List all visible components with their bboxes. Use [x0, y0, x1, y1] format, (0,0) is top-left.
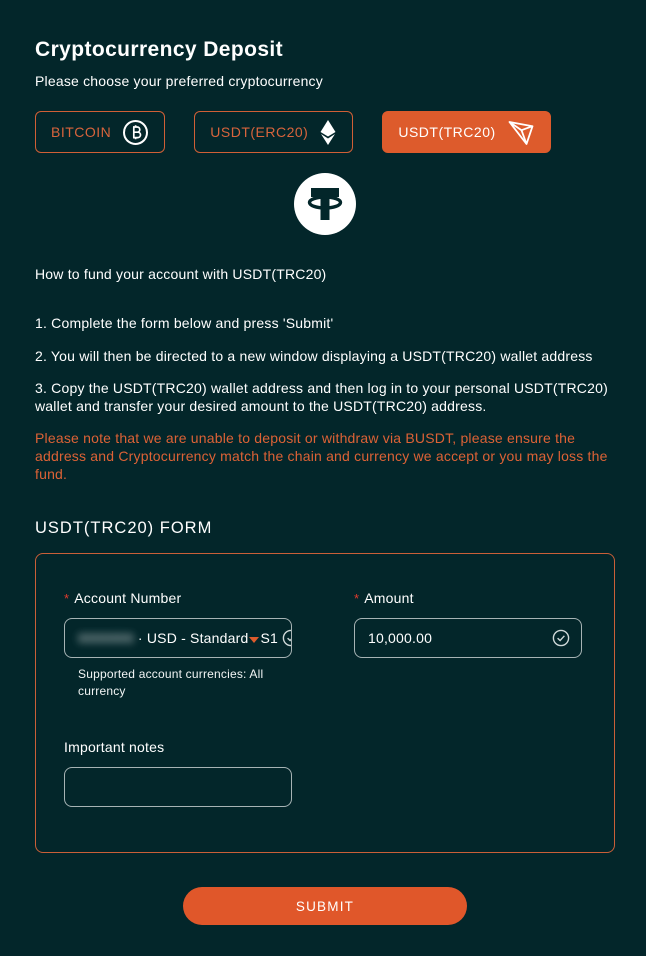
usdt-erc20-option-button[interactable]: [194, 111, 353, 153]
usdt-trc20-option-button[interactable]: [382, 111, 550, 153]
howto-heading: How to fund your account with USDT(TRC20): [35, 266, 327, 282]
amount-label: * Amount: [354, 590, 414, 606]
amount-input[interactable]: [354, 618, 582, 658]
redacted-account-number: 0000000: [78, 630, 134, 646]
account-number-label: * Account Number: [64, 590, 182, 606]
usdt-trc20-option-label: USDT(TRC20): [398, 124, 496, 140]
required-asterisk: *: [64, 591, 70, 606]
account-number-select[interactable]: [64, 618, 292, 658]
important-notes-label: Important notes: [64, 739, 165, 755]
amount-group: [354, 590, 582, 807]
tron-icon: [507, 119, 535, 146]
usdt-erc20-option-label: USDT(ERC20): [210, 124, 309, 140]
page-subtitle: Please choose your preferred cryptocurrency: [35, 73, 323, 89]
check-circle-icon: [278, 629, 292, 647]
page-title: Cryptocurrency Deposit: [35, 38, 284, 61]
crypto-options-row: [35, 111, 615, 153]
bitcoin-icon: [122, 119, 149, 146]
important-notes-input[interactable]: [64, 767, 292, 807]
important-notes-group: [64, 739, 292, 807]
deposit-form-card: [35, 553, 615, 853]
check-circle-icon: [548, 629, 570, 647]
amount-value: 10,000.00: [368, 630, 433, 646]
instruction-step-1: 1. Complete the form below and press 'Submit': [35, 315, 334, 331]
bitcoin-option-label: BITCOIN: [51, 124, 112, 140]
instruction-step-3: 3. Copy the USDT(TRC20) wallet address and then log in to your personal USDT(TRC20) wallet and transfer your desired amount to the USDT(TRC20) address.: [35, 380, 608, 414]
account-number-group: [64, 590, 292, 807]
account-select-text-clipped: S1: [260, 630, 279, 646]
chevron-down-icon: [249, 637, 259, 643]
tether-logo: [35, 173, 615, 235]
account-select-text: · USD - Standard: [137, 630, 249, 646]
form-heading: USDT(TRC20) FORM: [35, 519, 213, 537]
instruction-step-2: 2. You will then be directed to a new window displaying a USDT(TRC20) wallet address: [35, 347, 593, 364]
submit-button[interactable]: SUBMIT: [183, 887, 467, 925]
bitcoin-option-button[interactable]: [35, 111, 165, 153]
required-asterisk: *: [354, 591, 360, 606]
busdt-warning-text: Please note that we are unable to deposit or withdraw via BUSDT, please ensure the address and Cryptocurrency match the chain and currency we accept or you may loss the fund.: [35, 430, 608, 482]
supported-currencies-hint: Supported account currencies: All currency: [78, 667, 264, 698]
ethereum-icon: [319, 119, 337, 146]
